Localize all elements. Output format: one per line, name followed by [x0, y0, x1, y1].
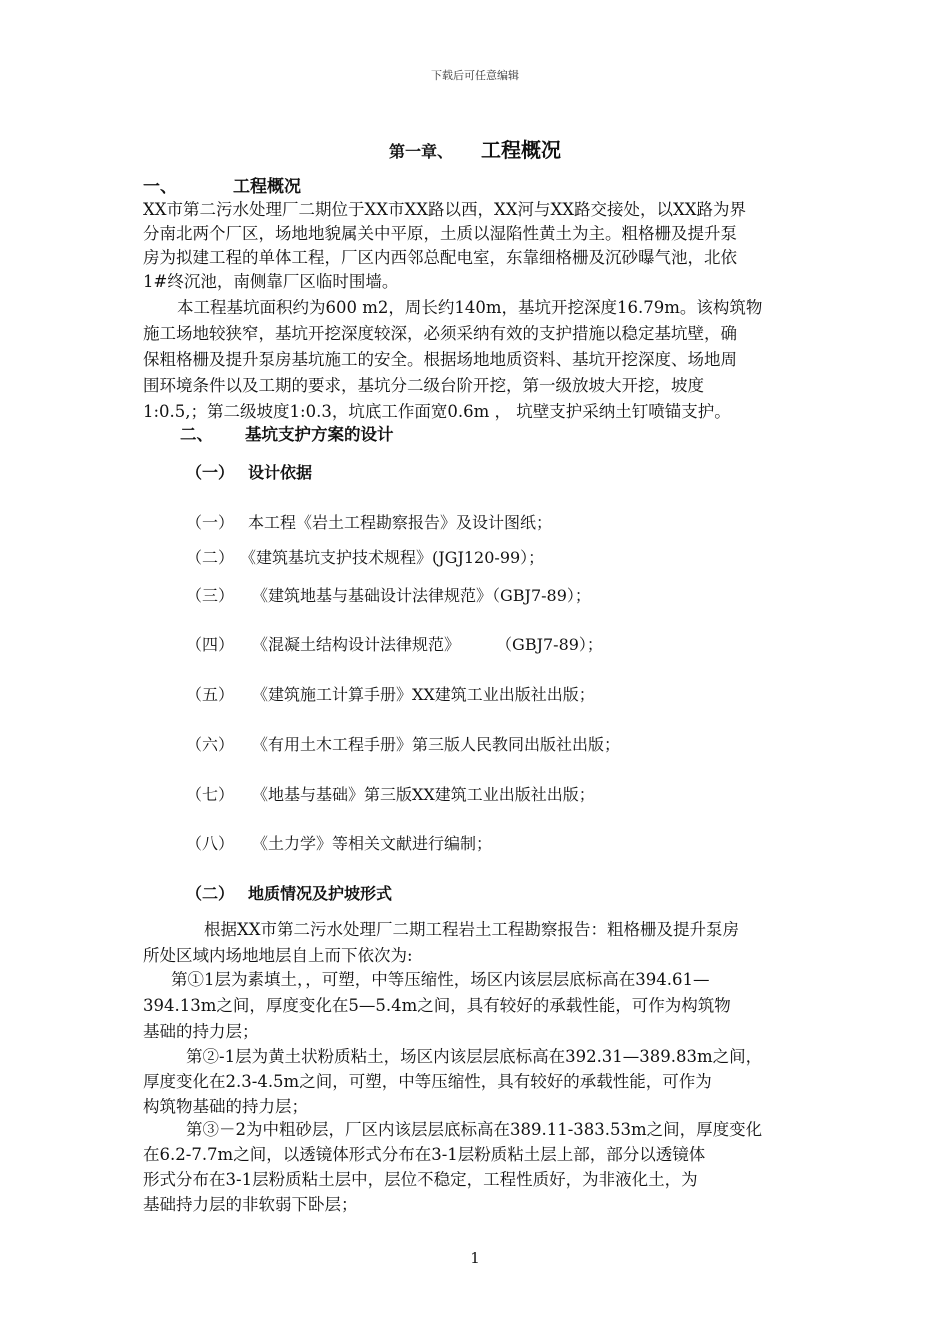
- reference-number: （六）: [186, 735, 235, 754]
- reference-item: [186, 782, 595, 805]
- layer1-line: 394.13m之间，厚度变化在5—5.4m之间，具有较好的承载性能，可作为构筑物: [143, 996, 731, 1015]
- section-2-heading: [180, 421, 394, 445]
- chapter-title: [0, 134, 950, 163]
- reference-item: [186, 510, 552, 533]
- page-header: 下载后可任意编辑: [431, 69, 519, 82]
- subsection-2-heading: [186, 881, 392, 904]
- para1-line: 分南北两个厂区，场地地貌属关中平原，土质以湿陷性黄土为主。粗格栅及提升泵: [143, 224, 737, 243]
- reference-number: （八）: [186, 834, 235, 853]
- reference-text: 《地基与基础》第三版XX建筑工业出版社出版；: [252, 785, 595, 804]
- subsection-1-number: （一）: [186, 463, 235, 482]
- chapter-number: 第一章、: [388, 142, 453, 161]
- para2-line: 围环境条件以及工期的要求，基坑分二级台阶开挖，第一级放坡大开挖，坡度: [143, 376, 704, 395]
- reference-number: （一）: [186, 513, 235, 532]
- reference-number: （四）: [186, 635, 235, 654]
- reference-text: 《建筑地基与基础设计法律规范》（GBJ7-89）；: [252, 586, 591, 605]
- reference-number: （七）: [186, 785, 235, 804]
- reference-item: [186, 831, 492, 854]
- para2-line: 施工场地较狭窄，基坑开挖深度较深，必须采纳有效的支护措施以稳定基坑壁，确: [143, 324, 737, 343]
- para3-line: 所处区域内场地地层自上而下依次为:: [143, 946, 413, 965]
- layer2-line: 第②-1层为黄土状粉质粘土，场区内该层层底标高在392.31—389.83m之间，: [186, 1047, 763, 1066]
- reference-number: （五）: [186, 685, 235, 704]
- reference-item: [186, 545, 544, 568]
- para1-line: 房为拟建工程的单体工程，厂区内西邻总配电室，东靠细格栅及沉砂曝气池，北依: [143, 248, 737, 267]
- page-number: 1: [470, 1249, 480, 1267]
- reference-text: 《建筑施工计算手册》XX建筑工业出版社出版；: [252, 685, 595, 704]
- layer3-line: 在6.2-7.7m之间，以透镜体形式分布在3-1层粉质粘土层上部，部分以透镜体: [143, 1145, 706, 1164]
- para2-line: 保粗格栅及提升泵房基坑施工的安全。根据场地地质资料、基坑开挖深度、场地周: [143, 350, 737, 369]
- para1-line: 1#终沉池，南侧靠厂区临时围墙。: [143, 272, 399, 291]
- subsection-1-title: 设计依据: [248, 463, 313, 482]
- layer1-line: 基础的持力层；: [143, 1022, 259, 1041]
- layer3-line: 形式分布在3-1层粉质粘土层中，层位不稳定，工程性质好，为非液化土，为: [143, 1170, 698, 1189]
- section-1-heading: [143, 172, 301, 197]
- para2-line: 本工程基坑面积约为600 m2，周长约140m，基坑开挖深度16.79m。该构筑物: [177, 298, 763, 317]
- layer2-line: 构筑物基础的持力层；: [143, 1097, 308, 1116]
- reference-item: [186, 632, 603, 655]
- reference-text: 《土力学》等相关文献进行编制；: [252, 834, 493, 853]
- reference-code: （GBJ7-89）；: [496, 635, 603, 654]
- section-2-number: 二、: [180, 425, 213, 444]
- section-1-title: 工程概况: [233, 177, 301, 197]
- subsection-2-number: （二）: [186, 884, 235, 903]
- reference-number: （二）: [186, 548, 235, 567]
- reference-text: 《有用土木工程手册》第三版人民教同出版社出版；: [252, 735, 621, 754]
- layer3-line: 第③－2为中粗砂层，厂区内该层层底标高在389.11-383.53m之间，厚度变化: [186, 1120, 763, 1139]
- subsection-1-heading: [186, 460, 312, 483]
- para1-line: XX市第二污水处理厂二期位于XX市XX路以西，XX河与XX路交接处，以XX路为界: [143, 200, 746, 219]
- reference-item: [186, 583, 591, 606]
- para3-line: 根据XX市第二污水处理厂二期工程岩土工程勘察报告：粗格栅及提升泵房: [204, 920, 739, 939]
- section-2-title: 基坑支护方案的设计: [245, 425, 394, 444]
- para2-line: 1:0.5,；第二级坡度1:0.3，坑底工作面宽0.6m ， 坑壁支护采纳土钉喷锚支护。: [143, 402, 731, 421]
- layer3-line: 基础持力层的非软弱下卧层；: [143, 1195, 358, 1214]
- layer2-line: 厚度变化在2.3-4.5m之间，可塑，中等压缩性，具有较好的承载性能，可作为: [143, 1072, 712, 1091]
- reference-text: 《混凝土结构设计法律规范》: [252, 635, 461, 654]
- chapter-name: 工程概况: [481, 138, 561, 162]
- subsection-2-title: 地质情况及护坡形式: [248, 884, 393, 903]
- layer1-line: 第①1层为素填土，，可塑，中等压缩性，场区内该层层底标高在394.61—: [171, 970, 710, 989]
- reference-item: [186, 732, 620, 755]
- section-1-number: 一、: [143, 177, 177, 197]
- reference-number: （三）: [186, 586, 235, 605]
- reference-item: [186, 682, 595, 705]
- reference-text: 本工程《岩土工程勘察报告》及设计图纸；: [248, 513, 553, 532]
- reference-text: 《建筑基坑支护技术规程》(JGJ120-99）；: [240, 548, 545, 567]
